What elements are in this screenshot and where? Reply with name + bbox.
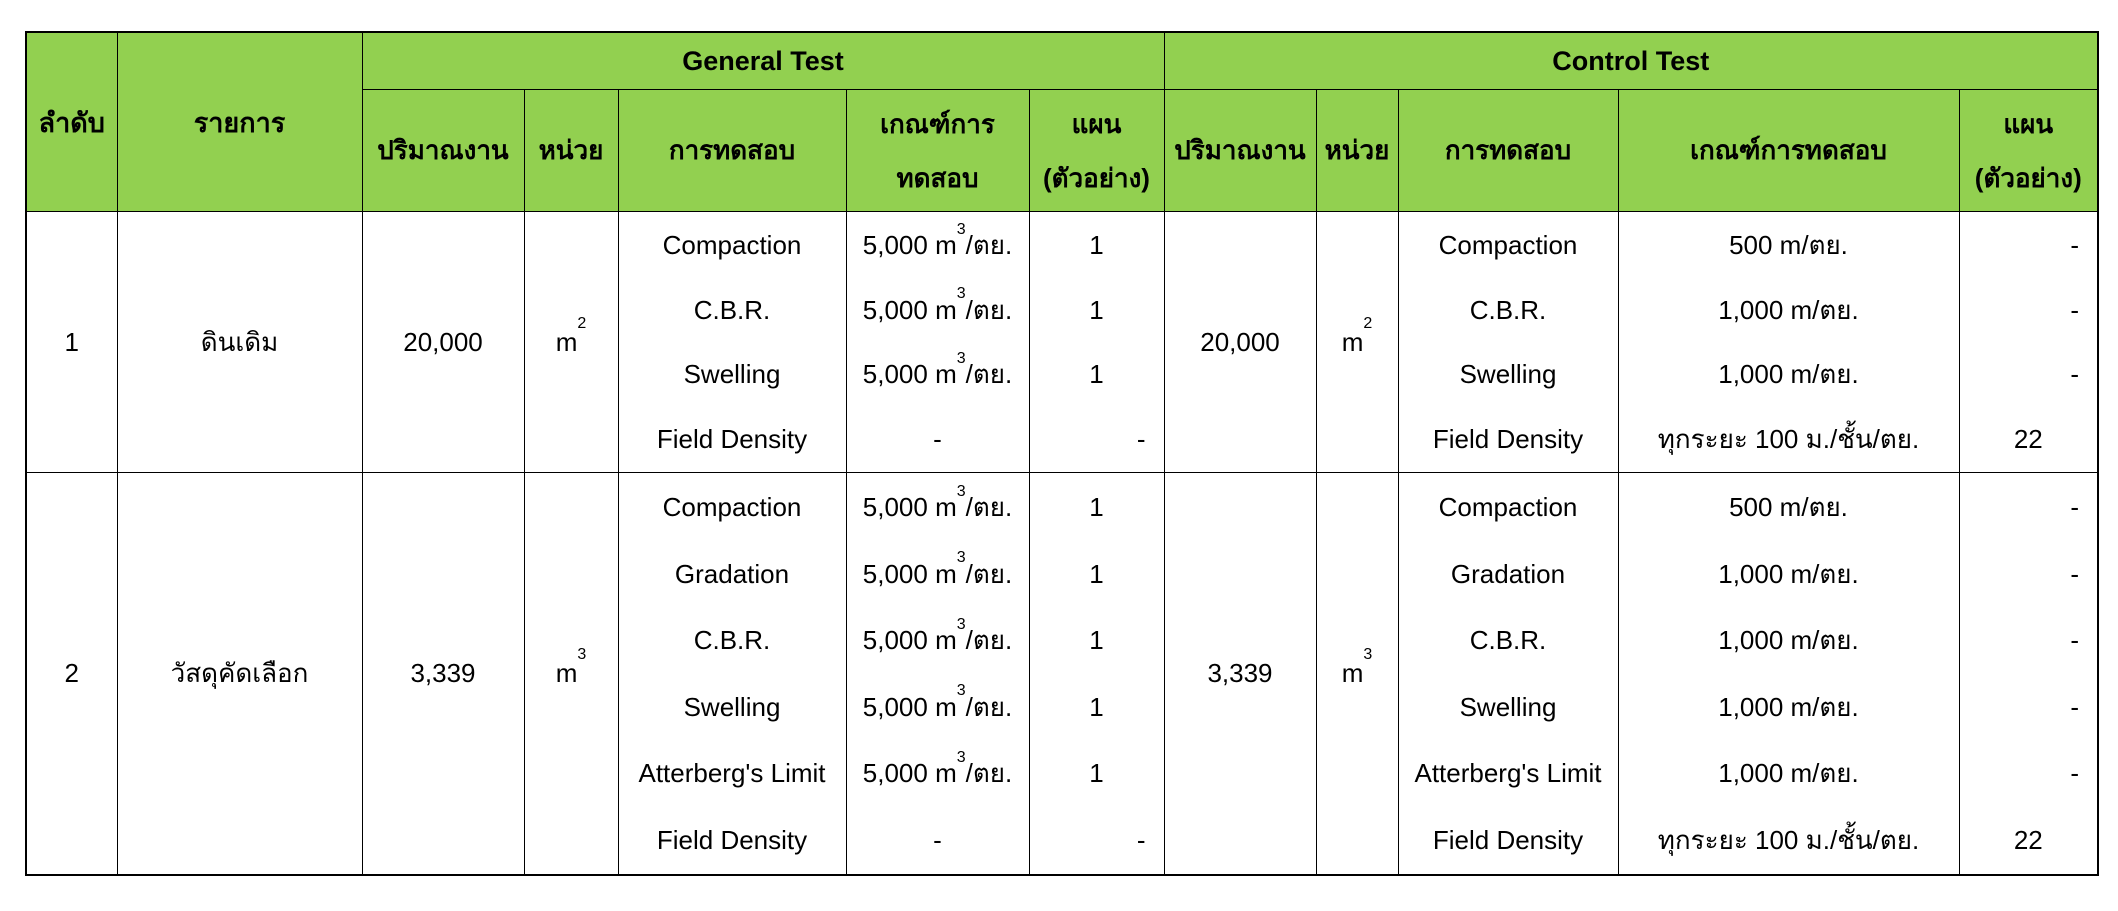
plan-value: - — [2070, 230, 2080, 261]
test-name: Field Density — [1432, 824, 1584, 855]
header-quantity-control: ปริมาณงาน — [1164, 90, 1316, 212]
header-plan-general-line1: แผน — [1071, 108, 1122, 139]
test-name: Atterberg's Limit — [1414, 758, 1602, 789]
plan-value: - — [1136, 423, 1146, 454]
cell-unit-control-1 — [1316, 212, 1398, 473]
test-name: Compaction — [1438, 492, 1578, 523]
test-name: Field Density — [1432, 423, 1584, 454]
test-name: C.B.R. — [693, 294, 771, 325]
criteria-value: 5,000 $m^3/$ตย. — [862, 482, 1013, 523]
plan-value: 22 — [2013, 824, 2043, 855]
criteria-value: 5,000 $m^3/$ตย. — [862, 220, 1013, 261]
cell-tests-control-1 — [1398, 212, 1618, 473]
test-name: Compaction — [1438, 230, 1578, 261]
test-name: Swelling — [683, 359, 781, 390]
unit-base: m — [555, 658, 578, 688]
header-criteria-general-line1: เกณฑ์การ — [880, 108, 995, 139]
cell-tests-general-2 — [618, 473, 846, 876]
test-name: C.B.R. — [1469, 625, 1547, 656]
criteria-value: 5,000 $m^3/$ตย. — [862, 549, 1013, 589]
plan-value: 1 — [1089, 558, 1104, 589]
header-criteria-general-line2: ทดสอบ — [896, 162, 979, 193]
header-plan-general — [1029, 90, 1164, 212]
test-name: Swelling — [1459, 691, 1557, 722]
plan-value: - — [2070, 625, 2080, 656]
cell-item-2: วัสดุคัดเลือก — [117, 473, 362, 876]
test-name: Atterberg's Limit — [638, 758, 826, 789]
header-quantity-general: ปริมาณงาน — [362, 90, 524, 212]
plan-value: - — [2070, 492, 2080, 523]
test-name: Swelling — [1459, 359, 1557, 390]
plan-value: 1 — [1089, 691, 1104, 722]
criteria-value: 500 m/ตย. — [1729, 492, 1848, 523]
criteria-value: 1,000 m/ตย. — [1718, 625, 1859, 656]
test-name: Compaction — [662, 230, 802, 261]
plan-value: 1 — [1089, 625, 1104, 656]
plan-value: 1 — [1089, 758, 1104, 789]
criteria-value: 1,000 m/ตย. — [1718, 758, 1859, 789]
cell-unit-general-1 — [524, 212, 618, 473]
header-unit-general: หน่วย — [524, 90, 618, 212]
header-test-control: การทดสอบ — [1398, 90, 1618, 212]
cell-plan-control-1 — [1959, 212, 2098, 473]
cell-quantity-general-1: 20,000 — [362, 212, 524, 473]
table-row-2 — [26, 473, 2098, 876]
cell-criteria-control-1 — [1618, 212, 1959, 473]
plan-value: 1 — [1089, 294, 1104, 325]
cell-criteria-general-1 — [846, 212, 1029, 473]
table-row-1 — [26, 212, 2098, 473]
header-criteria-control: เกณฑ์การทดสอบ — [1618, 90, 1959, 212]
plan-value: - — [2070, 359, 2080, 390]
cell-no-1: 1 — [26, 212, 117, 473]
plan-value: 1 — [1089, 492, 1104, 523]
criteria-value: 5,000 $m^3/$ตย. — [862, 349, 1013, 390]
test-plan-table — [25, 31, 2099, 876]
header-unit-control: หน่วย — [1316, 90, 1398, 212]
header-general-test: General Test — [362, 32, 1164, 90]
cell-quantity-general-2: 3,339 — [362, 473, 524, 876]
header-item: รายการ — [117, 32, 362, 212]
unit-sup: 3 — [577, 646, 587, 664]
criteria-value: - — [933, 824, 942, 855]
unit-sup: 2 — [1363, 314, 1373, 332]
header-plan-general-line2: (ตัวอย่าง) — [1043, 162, 1150, 193]
header-no: ลำดับ — [26, 32, 117, 212]
criteria-value: ทุกระยะ 100 ม./ชั้น/ตย. — [1657, 423, 1920, 454]
plan-value: 22 — [2013, 423, 2043, 454]
unit-base: m — [1341, 658, 1364, 688]
test-name: Compaction — [662, 492, 802, 523]
plan-value: - — [2070, 294, 2080, 325]
unit-sup: 3 — [1363, 646, 1373, 664]
criteria-value: 5,000 $m^3/$ตย. — [862, 285, 1013, 325]
test-name: Gradation — [674, 558, 790, 589]
cell-unit-general-2 — [524, 473, 618, 876]
cell-quantity-control-1: 20,000 — [1164, 212, 1316, 473]
criteria-value: 1,000 m/ตย. — [1718, 294, 1859, 325]
header-control-test: Control Test — [1164, 32, 2098, 90]
test-name: Swelling — [683, 691, 781, 722]
cell-plan-general-2 — [1029, 473, 1164, 876]
test-name: C.B.R. — [1469, 294, 1547, 325]
cell-tests-control-2 — [1398, 473, 1618, 876]
cell-tests-general-1 — [618, 212, 846, 473]
test-name: Field Density — [656, 824, 808, 855]
unit-base: m — [1341, 326, 1364, 357]
cell-plan-general-1 — [1029, 212, 1164, 473]
cell-plan-control-2 — [1959, 473, 2098, 876]
criteria-value: 500 m/ตย. — [1729, 230, 1848, 261]
criteria-value: 1,000 m/ตย. — [1718, 558, 1859, 589]
plan-value: - — [2070, 758, 2080, 789]
plan-value: 1 — [1089, 359, 1104, 390]
plan-value: 1 — [1089, 230, 1104, 261]
cell-criteria-general-2 — [846, 473, 1029, 876]
test-name: C.B.R. — [693, 625, 771, 656]
test-plan-table-container — [25, 31, 2099, 876]
unit-base: m — [555, 326, 578, 357]
cell-quantity-control-2: 3,339 — [1164, 473, 1316, 876]
test-name: Gradation — [1450, 558, 1566, 589]
header-plan-control — [1959, 90, 2098, 212]
cell-no-2: 2 — [26, 473, 117, 876]
plan-value: - — [1136, 824, 1146, 855]
plan-value: - — [2070, 691, 2080, 722]
criteria-value: 5,000 $m^3/$ตย. — [862, 682, 1013, 722]
cell-item-1: ดินเดิม — [117, 212, 362, 473]
header-criteria-general — [846, 90, 1029, 212]
criteria-value: 5,000 $m^3/$ตย. — [862, 748, 1013, 789]
header-plan-control-line1: แผน — [2003, 108, 2054, 139]
criteria-value: ทุกระยะ 100 ม./ชั้น/ตย. — [1657, 824, 1920, 855]
test-name: Field Density — [656, 423, 808, 454]
header-plan-control-line2: (ตัวอย่าง) — [1974, 162, 2082, 193]
header-test-general: การทดสอบ — [618, 90, 846, 212]
criteria-value: 1,000 m/ตย. — [1718, 691, 1859, 722]
cell-criteria-control-2 — [1618, 473, 1959, 876]
criteria-value: 1,000 m/ตย. — [1718, 359, 1859, 390]
cell-unit-control-2 — [1316, 473, 1398, 876]
criteria-value: 5,000 $m^3/$ตย. — [862, 615, 1013, 656]
plan-value: - — [2070, 558, 2080, 589]
unit-sup: 2 — [577, 314, 587, 332]
criteria-value: - — [933, 423, 942, 454]
